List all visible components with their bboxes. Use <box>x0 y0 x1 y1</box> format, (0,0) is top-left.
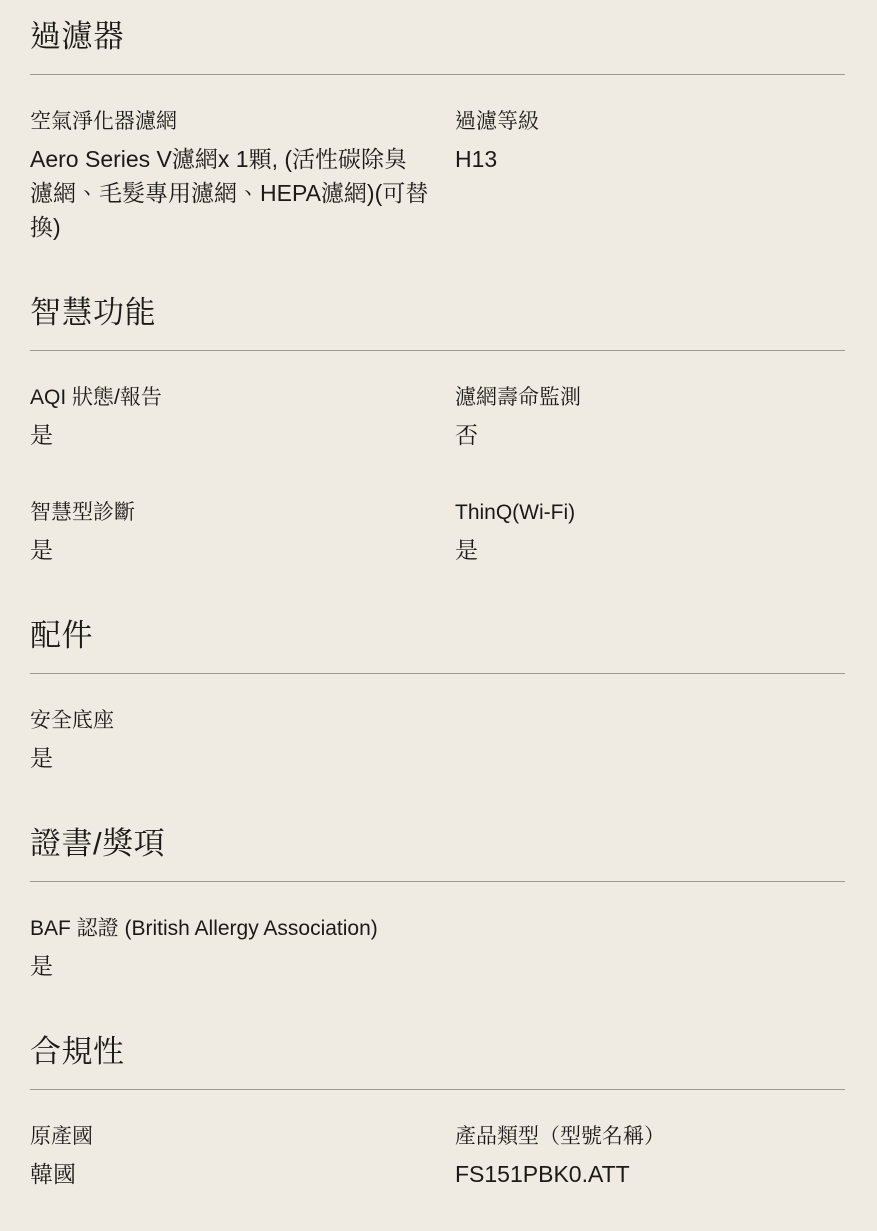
spec-entry-air-purifier-filter <box>30 109 455 244</box>
spec-entry-smart-diagnosis <box>30 500 455 567</box>
spec-label: ThinQ(Wi-Fi) <box>455 501 576 524</box>
spec-value: 韓國 <box>30 1161 76 1187</box>
spec-label: 過濾等級 <box>455 110 539 133</box>
spec-value: 是 <box>30 953 53 979</box>
section-title-compliance: 合規性 <box>30 1034 125 1069</box>
spec-value: FS151PBK0.ATT <box>455 1161 630 1187</box>
spec-value: 是 <box>30 537 53 563</box>
spec-label: AQI 狀態/報告 <box>30 386 162 409</box>
spec-label: 智慧型診斷 <box>30 501 135 524</box>
section-title-certificates-awards: 證書/獎項 <box>30 826 166 861</box>
spec-value: 是 <box>30 745 53 771</box>
spec-entry-safety-base <box>30 708 455 775</box>
section-smart-functions <box>30 292 845 567</box>
section-title-filter: 過濾器 <box>30 19 125 54</box>
spec-value: H13 <box>455 146 498 172</box>
spec-entry-filter-grade <box>455 109 845 244</box>
section-title-accessories: 配件 <box>30 618 93 653</box>
spec-label: 原產國 <box>30 1125 93 1148</box>
spec-grid-certificates <box>30 882 845 983</box>
spec-label: 安全底座 <box>30 709 114 732</box>
spec-entry-baf-certification <box>30 916 845 983</box>
spec-entry-filter-life-monitor <box>455 385 845 452</box>
spec-value: Aero Series V濾網x 1顆, (活性碳除臭濾網、毛髮專用濾網、HEPA濾網)(可替換) <box>30 146 429 240</box>
spec-value: 否 <box>455 422 478 448</box>
spec-value: 是 <box>30 422 53 448</box>
section-compliance <box>30 1031 845 1191</box>
spec-entry-thinq-wifi <box>455 500 845 567</box>
section-certificates-awards <box>30 823 845 983</box>
section-filter <box>30 16 845 244</box>
section-title-smart-functions: 智慧功能 <box>30 295 156 330</box>
spec-value: 是 <box>455 537 478 563</box>
spec-grid-accessories <box>30 674 845 775</box>
spec-grid-compliance <box>30 1090 845 1191</box>
spec-label: 產品類型（型號名稱） <box>455 1125 665 1148</box>
spec-entry-aqi-status <box>30 385 455 452</box>
spec-label: 濾網壽命監測 <box>455 386 581 409</box>
spec-entry-product-type-model <box>455 1124 845 1191</box>
spec-grid-filter <box>30 75 845 244</box>
spec-label: 空氣淨化器濾網 <box>30 110 177 133</box>
section-accessories <box>30 615 845 775</box>
spec-label: BAF 認證 (British Allergy Association) <box>30 917 378 940</box>
spec-entry-country-of-origin <box>30 1124 455 1191</box>
spec-grid-smart-functions <box>30 351 845 567</box>
